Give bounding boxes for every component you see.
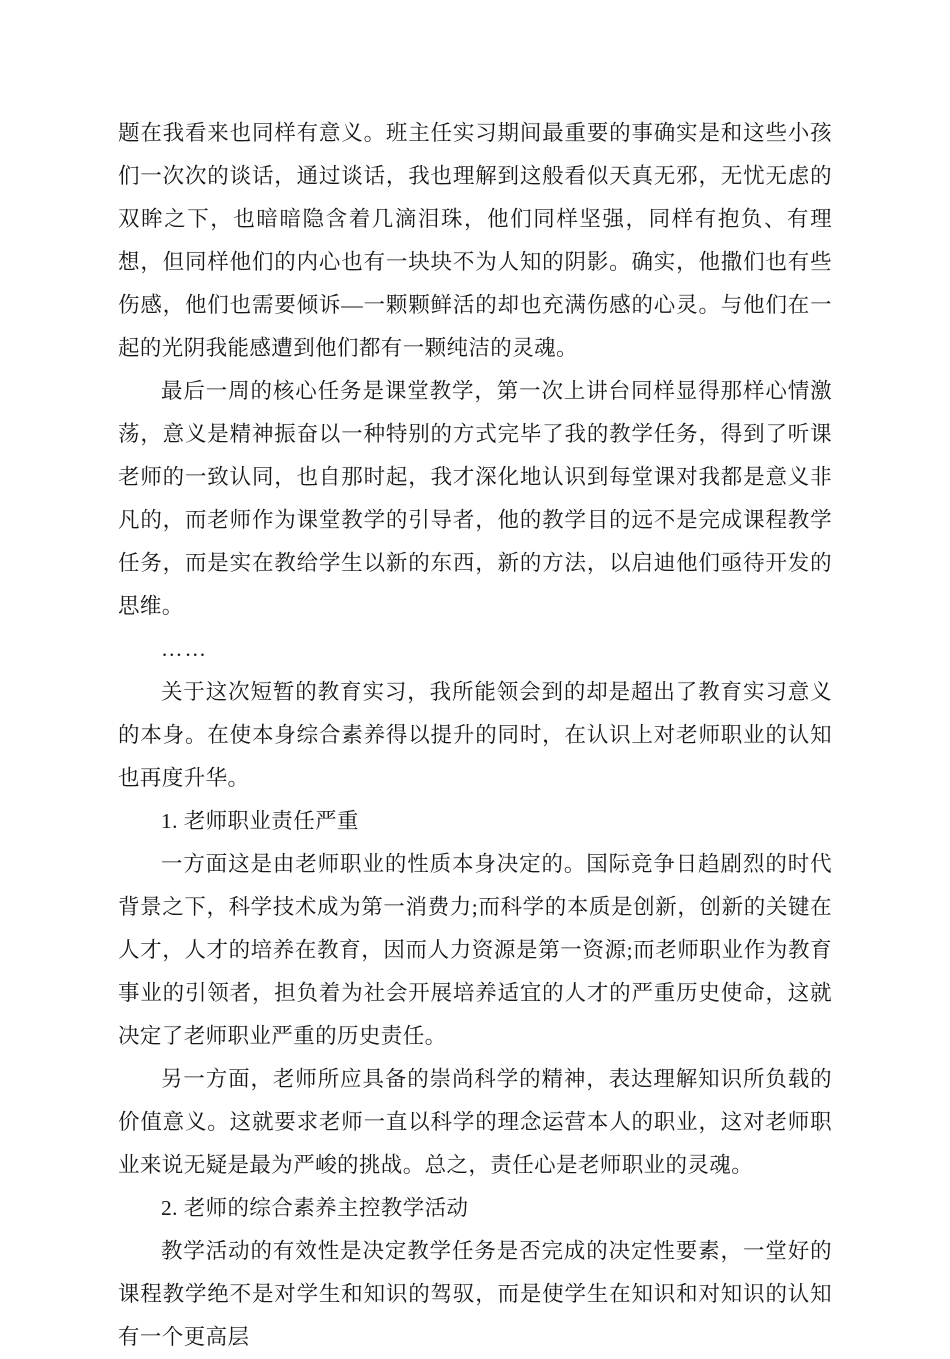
paragraph-5: 另一方面，老师所应具备的崇尚科学的精神，表达理解知识所负载的价值意义。这就要求老师一直以科学的理念运营本人的职业，这对老师职业来说无疑是最为严峻的挑战。总之，责任心是老师职业的灵魂。	[118, 1067, 832, 1177]
paragraph-heading-2: 2. 老师的综合素养主控教学活动	[161, 1196, 469, 1220]
paragraph-2: 最后一周的核心任务是课堂教学，第一次上讲台同样显得那样心情激荡，意义是精神振奋以一种特别的方式完毕了我的教学任务，得到了听课老师的一致认同，也自那时起，我才深化地认识到每堂课对我都是意义非凡的，而老师作为课堂教学的引导者，他的教学目的远不是完成课程教学任务，而是实在教给学生以新的东西，新的方法，以启迪他们亟待开发的思维。	[118, 379, 832, 618]
paragraph-6: 教学活动的有效性是决定教学任务是否完成的决定性要素，一堂好的课程教学绝不是对学生和知识的驾驭，而是使学生在知识和对知识的认知有一个更高层	[118, 1239, 832, 1349]
paragraph-3: 关于这次短暂的教育实习，我所能领会到的却是超出了教育实习意义的本身。在使本身综合素养得以提升的同时，在认识上对老师职业的认知也再度升华。	[118, 680, 832, 790]
paragraph-heading-1: 1. 老师职业责任严重	[161, 809, 359, 833]
paragraph-4: 一方面这是由老师职业的性质本身决定的。国际竞争日趋剧烈的时代背景之下，科学技术成为第一消费力;而科学的本质是创新，创新的关键在人才，人才的培养在教育，因而人力资源是第一资源;而老师职业作为教育事业的引领者，担负着为社会开展培养适宜的人才的严重历史使命，这就决定了老师职业严重的历史责任。	[118, 852, 832, 1048]
document-body	[118, 112, 832, 1359]
paragraph-1: 题在我看来也同样有意义。班主任实习期间最重要的事确实是和这些小孩们一次次的谈话，通过谈话，我也理解到这般看似天真无邪，无忧无虑的双眸之下，也暗暗隐含着几滴泪珠，他们同样坚强，同样有抱负、有理想，但同样他们的内心也有一块块不为人知的阴影。确实，他撒们也有些伤感，他们也需要倾诉—一颗颗鲜活的却也充满伤感的心灵。与他们在一起的光阴我能感遭到他们都有一颗纯洁的灵魂。	[118, 121, 832, 360]
paragraph-ellipsis: ……	[161, 637, 208, 661]
